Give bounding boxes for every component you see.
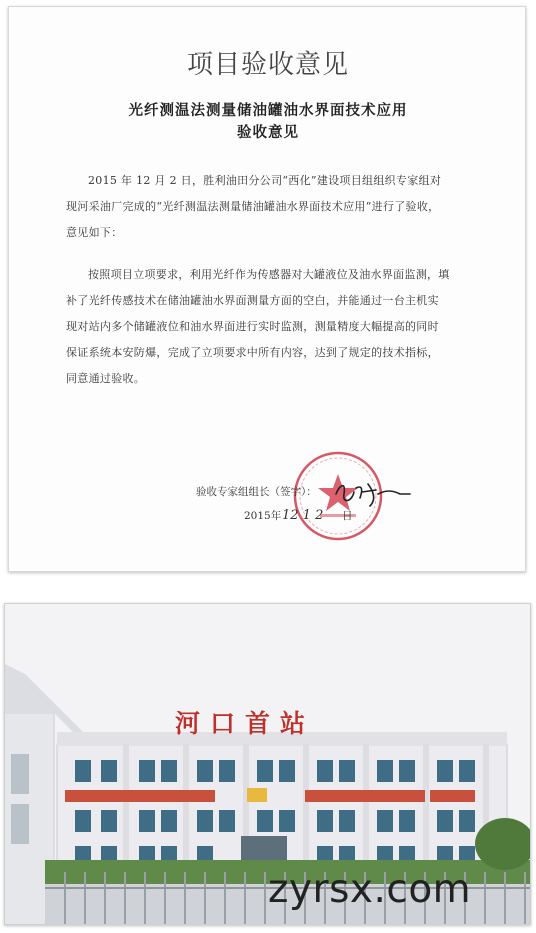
date-handwritten-digits: 12 1 2: [282, 508, 324, 523]
document-title-line1: 光纤测温法测量储油罐油水界面技术应用: [128, 102, 408, 119]
building-roof-sign: 河口首站: [175, 709, 316, 738]
date-day-suffix: 日: [342, 510, 353, 522]
document-paragraph-2: 按照项目立项要求，利用光纤作为传感器对大罐液位及油水界面监测，填补了光纤传感技术在储油罐油水界面测量方面的空白，并能通过一台主机实现对站内多个储罐液位和油水界面进行实时监测，测量精度大幅提高的同时保证系统本安防爆，完成了立项要求中所有内容，达到了规定的技术指标，同意通过验收。: [66, 268, 450, 385]
document-paragraph-1: 2015 年 12 月 2 日，胜利油田分公司“西化”建设项目组组织专家组对现河采油厂完成的“光纤测温法测量储油罐油水界面技术应用”进行了验收，意见如下：: [66, 174, 442, 239]
document-heading: 项目验收意见: [186, 50, 349, 80]
date-year: 2015年: [244, 510, 282, 522]
signer-label: 验收专家组组长（签字）：: [196, 486, 317, 498]
site-watermark: zyrsx.com: [268, 867, 472, 912]
document-title: [0, 100, 536, 144]
document-title-line2: 验收意见: [237, 124, 299, 141]
handwritten-date: [280, 503, 354, 525]
signing-date: [244, 508, 281, 523]
